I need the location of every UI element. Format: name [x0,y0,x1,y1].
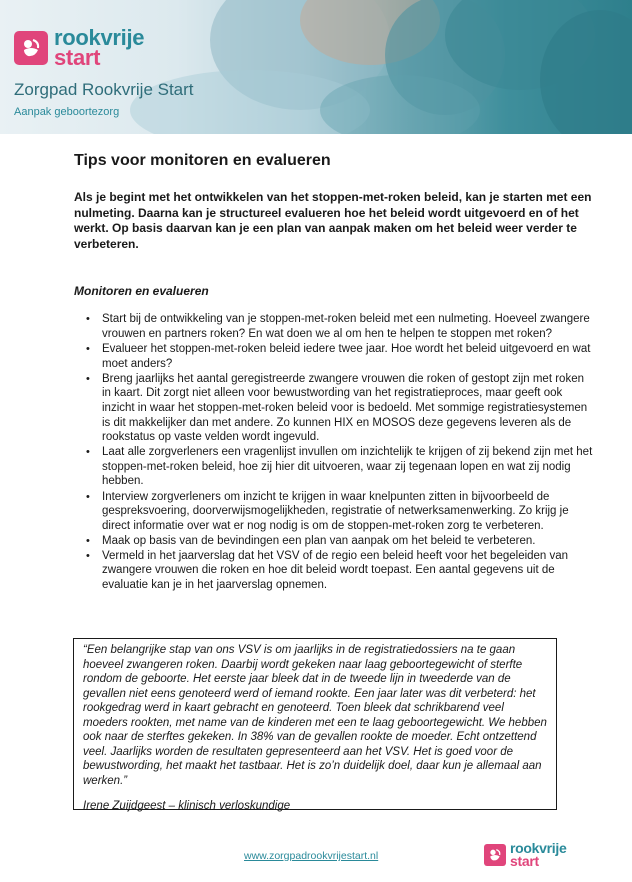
logo-word-start: start [54,45,101,70]
list-item: • Interview zorgverleners om inzicht te krijgen in waar knelpunten zitten in bijvoorbeeld de gespreksvoering, doorverwijsmogelijkheden, registratie of netwerksamenwerking. Zo krijg je direct informatie over wat er nog nodig is om de stoppen-met-roken zorg te verbeteren. [74,490,594,534]
quote-box [73,638,557,810]
baby-icon [484,844,506,866]
main-content [74,152,594,593]
baby-icon [14,31,48,65]
page-title: Tips voor monitoren en evalueren [74,152,331,169]
list-item: • Vermeld in het jaarverslag dat het VSV of de regio een beleid heeft voor het begeleiden van zwangere vrouwen die roken en hoe dit beleid wordt toepast. Een aantal gegevens uit de evaluatie kan je in het jaarverslag opnemen. [74,549,594,593]
section-heading: Monitoren en evalueren [74,284,209,299]
quote-author: Irene Zuijdgeest – klinisch verloskundige [83,800,291,812]
header-subtitle: Aanpak geboortezorg [14,106,120,118]
header-title: Zorgpad Rookvrije Start [14,80,194,99]
website-link[interactable]: www.zorgpadrookvrijestart.nl [244,850,379,862]
list-item: • Evalueer het stoppen-met-roken beleid iedere twee jaar. Hoe wordt het beleid uitgevoerd en wat moet anders? [74,342,594,371]
list-item: • Breng jaarlijks het aantal geregistreerde zwangere vrouwen die roken of gestopt zijn met roken in kaart. Dit zorgt niet alleen voor bewustwording van het registratieproces, maar geeft ook inzicht in waar het stoppen-met-roken beleid voor is bedoeld. Met sommige registratiesystemen is dit makkelijker dan met andere. Zo kunnen HIX en MOSOS deze gegevens leveren als de rookstatus op vaste velden wordt ingevuld. [74,372,594,445]
footer-logo [484,842,566,868]
logo-word-rookvrije: rookvrije [510,840,567,856]
list-item: • Start bij de ontwikkeling van je stoppen-met-roken beleid met een nulmeting. Hoeveel zwangere vrouwen en partners roken? En wat doen we al om hen te helpen te stoppen met roken? [74,312,594,341]
list-item: • Maak op basis van de bevindingen een plan van aanpak om het beleid te verbeteren. [74,534,594,549]
quote-text: “Een belangrijke stap van ons VSV is om jaarlijks in de registratiedossiers na te gaan hoeveel zwangeren roken. Daarbij wordt gekeken naar laag geboortegewicht of sterfte rondom de geboorte. Het eerste jaar bleek dat in de tweede lijn in tweederde van de gevallen niet eens genoteerd werd of iemand rookte. Een jaar later was dit verbeterd: het rookgedrag werd in kaart gebracht en genoteerd. Toen bleek dat schrikbarend veel moeders rookten, met name van de kinderen met een te laag geboortegewicht. We hebben ook naar de sterftes gekeken. In 38% van de gevallen rookte de moeder. Echt ontzettend veel. Jaarlijks worden de resultaten gepresenteerd aan het VSV. Het is goed voor de bewustwording, het maakt het tastbaar. Het is zo’n duidelijk doel, daar kun je allemaal aan werken.” [83,644,547,787]
logo-word-start: start [510,853,539,869]
intro-paragraph: Als je begint met het ontwikkelen van het stoppen-met-roken beleid, kan je starten met een nulmeting. Daarna kan je structureel evalueren hoe het beleid wordt uitgevoerd en of het werkt. Op basis daarvan kan je een plan van aanpak maken om het beleid weer verder te verbeteren. [74,190,592,251]
bullet-list [74,312,594,592]
list-item: • Laat alle zorgverleners een vragenlijst invullen om inzichtelijk te krijgen of zij bekend zijn met het stoppen-met-roken beleid, hoe zij hier dit uitvoeren, waar zij tegenaan lopen en wat zij nodig hebben. [74,445,594,489]
logo-word-rookvrije: rookvrije [54,25,145,50]
header-banner [0,0,632,134]
header-logo [14,25,145,70]
